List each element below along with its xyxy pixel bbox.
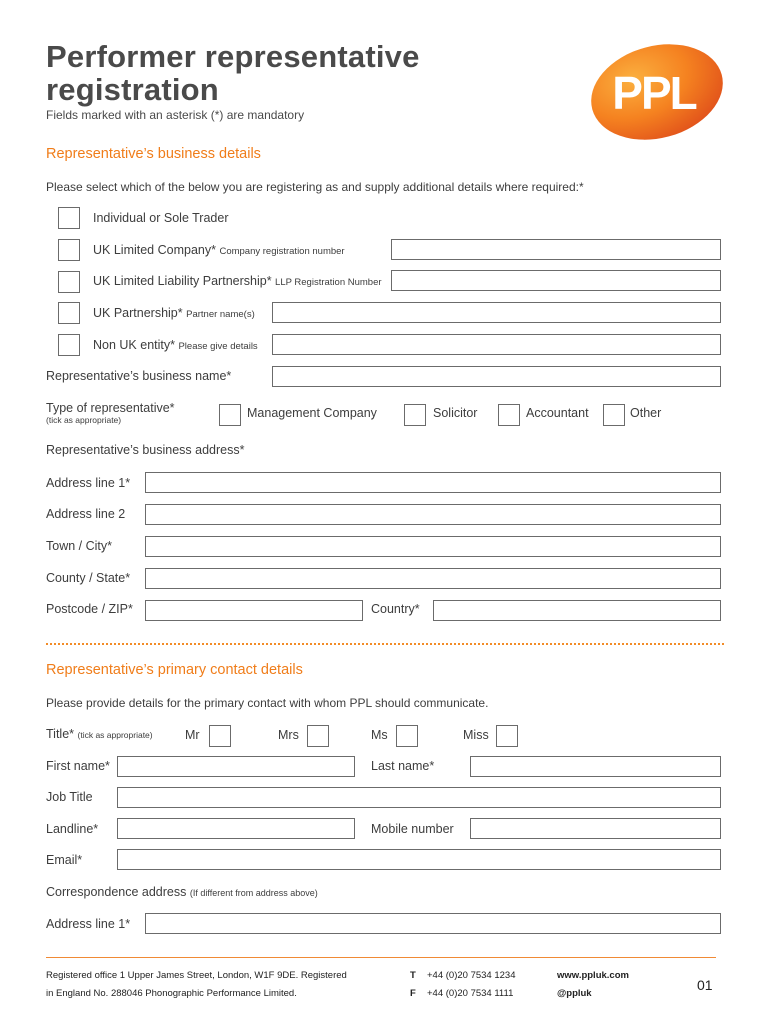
title-mrs-checkbox[interactable] bbox=[307, 725, 329, 747]
uk-limited-company-checkbox[interactable] bbox=[58, 239, 80, 261]
country-label: Country* bbox=[371, 602, 420, 616]
page-number: 01 bbox=[697, 977, 713, 993]
other-label: Other bbox=[630, 406, 662, 420]
title-ms-label: Ms bbox=[371, 728, 388, 742]
page-title bbox=[46, 40, 420, 106]
business-section-title: Representative’s business details bbox=[46, 146, 261, 162]
title-mrs-label: Mrs bbox=[278, 728, 299, 742]
other-checkbox[interactable] bbox=[603, 404, 625, 426]
non-uk-details-hint: Please give details bbox=[178, 341, 258, 352]
postcode-input[interactable] bbox=[145, 600, 363, 621]
postcode-label: Postcode / ZIP* bbox=[46, 602, 133, 616]
mobile-number-input[interactable] bbox=[470, 818, 721, 839]
title-hint: (tick as appropriate) bbox=[77, 730, 153, 740]
address-line2-input[interactable] bbox=[145, 504, 721, 525]
company-reg-hint: Company registration number bbox=[219, 246, 345, 257]
corr-address-line1-input[interactable] bbox=[145, 913, 721, 934]
management-company-checkbox[interactable] bbox=[219, 404, 241, 426]
county-state-input[interactable] bbox=[145, 568, 721, 589]
country-input[interactable] bbox=[433, 600, 721, 621]
corr-address-line1-label: Address line 1* bbox=[46, 917, 131, 931]
mandatory-note: Fields marked with an asterisk (*) are mandatory bbox=[46, 108, 305, 122]
contact-section-title: Representative’s primary contact details bbox=[46, 662, 303, 678]
correspondence-hint: (If different from address above) bbox=[189, 888, 318, 898]
solicitor-checkbox[interactable] bbox=[404, 404, 426, 426]
job-title-label: Job Title bbox=[46, 790, 93, 804]
footer-registered-line2: in England No. 288046 Phonographic Performance Limited. bbox=[46, 988, 297, 999]
town-city-input[interactable] bbox=[145, 536, 721, 557]
non-uk-entity-details-input[interactable] bbox=[272, 334, 721, 355]
landline-label: Landline* bbox=[46, 822, 99, 836]
title-miss-label: Miss bbox=[463, 728, 489, 742]
contact-instruction: Please provide details for the primary contact with whom PPL should communicate. bbox=[46, 696, 489, 710]
ppl-logo bbox=[588, 42, 726, 144]
title-ms-checkbox[interactable] bbox=[396, 725, 418, 747]
uk-partnership-label: UK Partnership* Partner name(s) bbox=[93, 306, 255, 320]
last-name-label: Last name* bbox=[371, 759, 435, 773]
footer-fax: +44 (0)20 7534 1111 bbox=[427, 988, 514, 999]
management-company-label: Management Company bbox=[247, 406, 377, 420]
company-registration-number-input[interactable] bbox=[391, 239, 721, 260]
address-line1-label: Address line 1* bbox=[46, 476, 131, 490]
partner-names-hint: Partner name(s) bbox=[186, 309, 255, 320]
mobile-number-label: Mobile number bbox=[371, 822, 454, 836]
footer-tel: +44 (0)20 7534 1234 bbox=[427, 970, 516, 981]
logo-text: PPL bbox=[612, 67, 696, 119]
job-title-input[interactable] bbox=[117, 787, 721, 808]
first-name-input[interactable] bbox=[117, 756, 355, 777]
individual-label: Individual or Sole Trader bbox=[93, 211, 229, 225]
email-label: Email* bbox=[46, 853, 83, 867]
accountant-label: Accountant bbox=[526, 406, 589, 420]
llp-registration-number-input[interactable] bbox=[391, 270, 721, 291]
footer-website-link[interactable]: www.ppluk.com bbox=[557, 970, 629, 981]
title-label: Title* (tick as appropriate) bbox=[46, 727, 153, 741]
section-divider bbox=[46, 643, 724, 645]
footer-rule bbox=[46, 957, 716, 958]
footer-registered-line1: Registered office 1 Upper James Street, London, W1F 9DE. Registered bbox=[46, 970, 347, 981]
page-title-line1: Performer representative bbox=[46, 39, 420, 74]
first-name-label: First name* bbox=[46, 759, 110, 773]
page-title-line2: registration bbox=[46, 72, 219, 107]
uk-partnership-checkbox[interactable] bbox=[58, 302, 80, 324]
footer-fax-prefix: F bbox=[410, 988, 416, 999]
county-state-label: County / State* bbox=[46, 571, 131, 585]
solicitor-label: Solicitor bbox=[433, 406, 478, 420]
address-line1-input[interactable] bbox=[145, 472, 721, 493]
landline-input[interactable] bbox=[117, 818, 355, 839]
town-city-label: Town / City* bbox=[46, 539, 112, 553]
non-uk-entity-checkbox[interactable] bbox=[58, 334, 80, 356]
title-mr-label: Mr bbox=[185, 728, 200, 742]
rep-type-hint: (tick as appropriate) bbox=[46, 415, 122, 425]
address-line2-label: Address line 2 bbox=[46, 507, 126, 521]
title-mr-checkbox[interactable] bbox=[209, 725, 231, 747]
email-input[interactable] bbox=[117, 849, 721, 870]
non-uk-entity-label: Non UK entity* Please give details bbox=[93, 338, 258, 352]
uk-llp-checkbox[interactable] bbox=[58, 271, 80, 293]
rep-type-label: Type of representative* bbox=[46, 401, 175, 415]
last-name-input[interactable] bbox=[470, 756, 721, 777]
footer-tel-prefix: T bbox=[410, 970, 416, 981]
business-instruction: Please select which of the below you are registering as and supply additional details where required:* bbox=[46, 180, 584, 194]
title-miss-checkbox[interactable] bbox=[496, 725, 518, 747]
uk-limited-company-label: UK Limited Company* Company registration number bbox=[93, 243, 345, 257]
partner-names-input[interactable] bbox=[272, 302, 721, 323]
uk-llp-label: UK Limited Liability Partnership* LLP Registration Number bbox=[93, 274, 382, 288]
accountant-checkbox[interactable] bbox=[498, 404, 520, 426]
individual-checkbox[interactable] bbox=[58, 207, 80, 229]
footer-twitter-link[interactable]: @ppluk bbox=[557, 988, 592, 999]
business-name-input[interactable] bbox=[272, 366, 721, 387]
correspondence-address-label: Correspondence address (If different from address above) bbox=[46, 885, 318, 899]
llp-reg-hint: LLP Registration Number bbox=[275, 277, 382, 288]
business-address-heading: Representative’s business address* bbox=[46, 443, 245, 457]
business-name-label: Representative’s business name* bbox=[46, 369, 232, 383]
